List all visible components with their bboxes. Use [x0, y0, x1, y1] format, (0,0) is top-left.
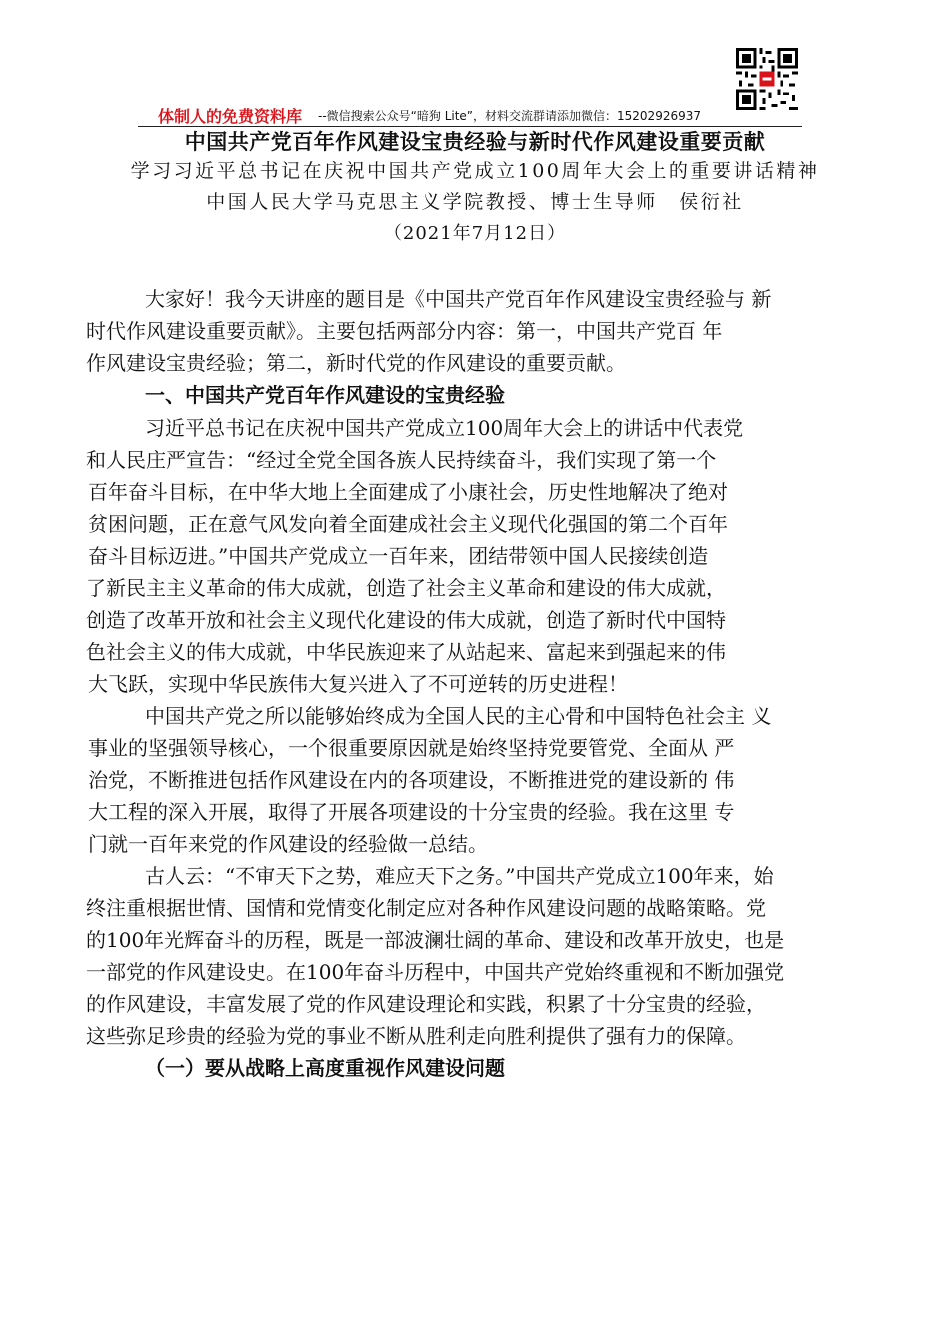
paragraph-line: 大家好！我今天讲座的题目是《中国共产党百年作风建设宝贵经验与 新 [145, 287, 772, 311]
paragraph-line: 治党，不断推进包括作风建设在内的各项建设，不断推进党的建设新的 伟 [88, 768, 735, 792]
paragraph-line: 和人民庄严宣告：“经过全党全国各族人民持续奋斗，我们实现了第一个 [86, 448, 717, 472]
paragraph-line: 中国共产党之所以能够始终成为全国人民的主心骨和中国特色社会主 义 [145, 704, 772, 728]
paragraph-line: 色社会主义的伟大成就，中华民族迎来了从站起来、富起来到强起来的伟 [86, 640, 726, 664]
paragraph-line: 贫困问题，正在意气风发向着全面建成社会主义现代化强国的第二个百年 [88, 512, 728, 536]
paragraph-line: 门就一百年来党的作风建设的经验做一总结。 [88, 832, 488, 856]
paragraph-line: 古人云：“不审天下之势，难应天下之务。”中国共产党成立100年来，始 [145, 864, 774, 888]
qr-code-icon [736, 48, 798, 110]
section-heading: 一、中国共产党百年作风建设的宝贵经验 [145, 383, 505, 407]
document-title: 中国共产党百年作风建设宝贵经验与新时代作风建设重要贡献 [184, 129, 766, 154]
paragraph-line: 大工程的深入开展，取得了开展各项建设的十分宝贵的经验。我在这里 专 [88, 800, 735, 824]
paragraph-line: 创造了改革开放和社会主义现代化建设的伟大成就，创造了新时代中国特 [86, 608, 726, 632]
document-author: 中国人民大学马克思主义学院教授、博士生导师 侯衍社 [206, 191, 744, 213]
paragraph-line: 百年奋斗目标，在中华大地上全面建成了小康社会，历史性地解决了绝对 [88, 480, 728, 504]
document-date: （2021年7月12日） [383, 223, 567, 244]
banner [0, 104, 950, 124]
paragraph-line: 了新民主主义革命的伟大成就，创造了社会主义革命和建设的伟大成就， [86, 576, 726, 600]
paragraph-line: 终注重根据世情、国情和党情变化制定应对各种作风建设问题的战略策略。党 [86, 896, 766, 920]
banner-note: --微信搜索公众号“暗狗 Lite”，材料交流群请添加微信：15202926937 [318, 109, 701, 123]
paragraph-line: 作风建设宝贵经验；第二，新时代党的作风建设的重要贡献。 [86, 351, 626, 375]
document-subtitle: 学习习近平总书记在庆祝中国共产党成立100周年大会上的重要讲话精神 [130, 160, 820, 182]
paragraph-line: 奋斗目标迈进。”中国共产党成立一百年来，团结带领中国人民接续创造 [88, 544, 709, 568]
subsection-heading: （一）要从战略上高度重视作风建设问题 [145, 1056, 505, 1080]
paragraph-line: 的作风建设，丰富发展了党的作风建设理论和实践，积累了十分宝贵的经验， [86, 992, 766, 1016]
paragraph-line: 时代作风建设重要贡献》。主要包括两部分内容：第一，中国共产党百 年 [86, 319, 723, 343]
paragraph-line: 习近平总书记在庆祝中国共产党成立100周年大会上的讲话中代表党 [145, 416, 744, 440]
paragraph-line: 这些弥足珍贵的经验为党的事业不断从胜利走向胜利提供了强有力的保障。 [86, 1024, 746, 1048]
paragraph-line: 一部党的作风建设史。在100年奋斗历程中，中国共产党始终重视和不断加强党 [86, 960, 785, 984]
paragraph-line: 大飞跃，实现中华民族伟大复兴进入了不可逆转的历史进程！ [88, 672, 628, 696]
paragraph-line: 的100年光辉奋斗的历程，既是一部波澜壮阔的革命、建设和改革开放史，也是 [86, 928, 785, 952]
paragraph-line: 事业的坚强领导核心，一个很重要原因就是始终坚持党要管党、全面从 严 [88, 736, 735, 760]
banner-name: 体制人的免费资料库 [158, 107, 303, 126]
